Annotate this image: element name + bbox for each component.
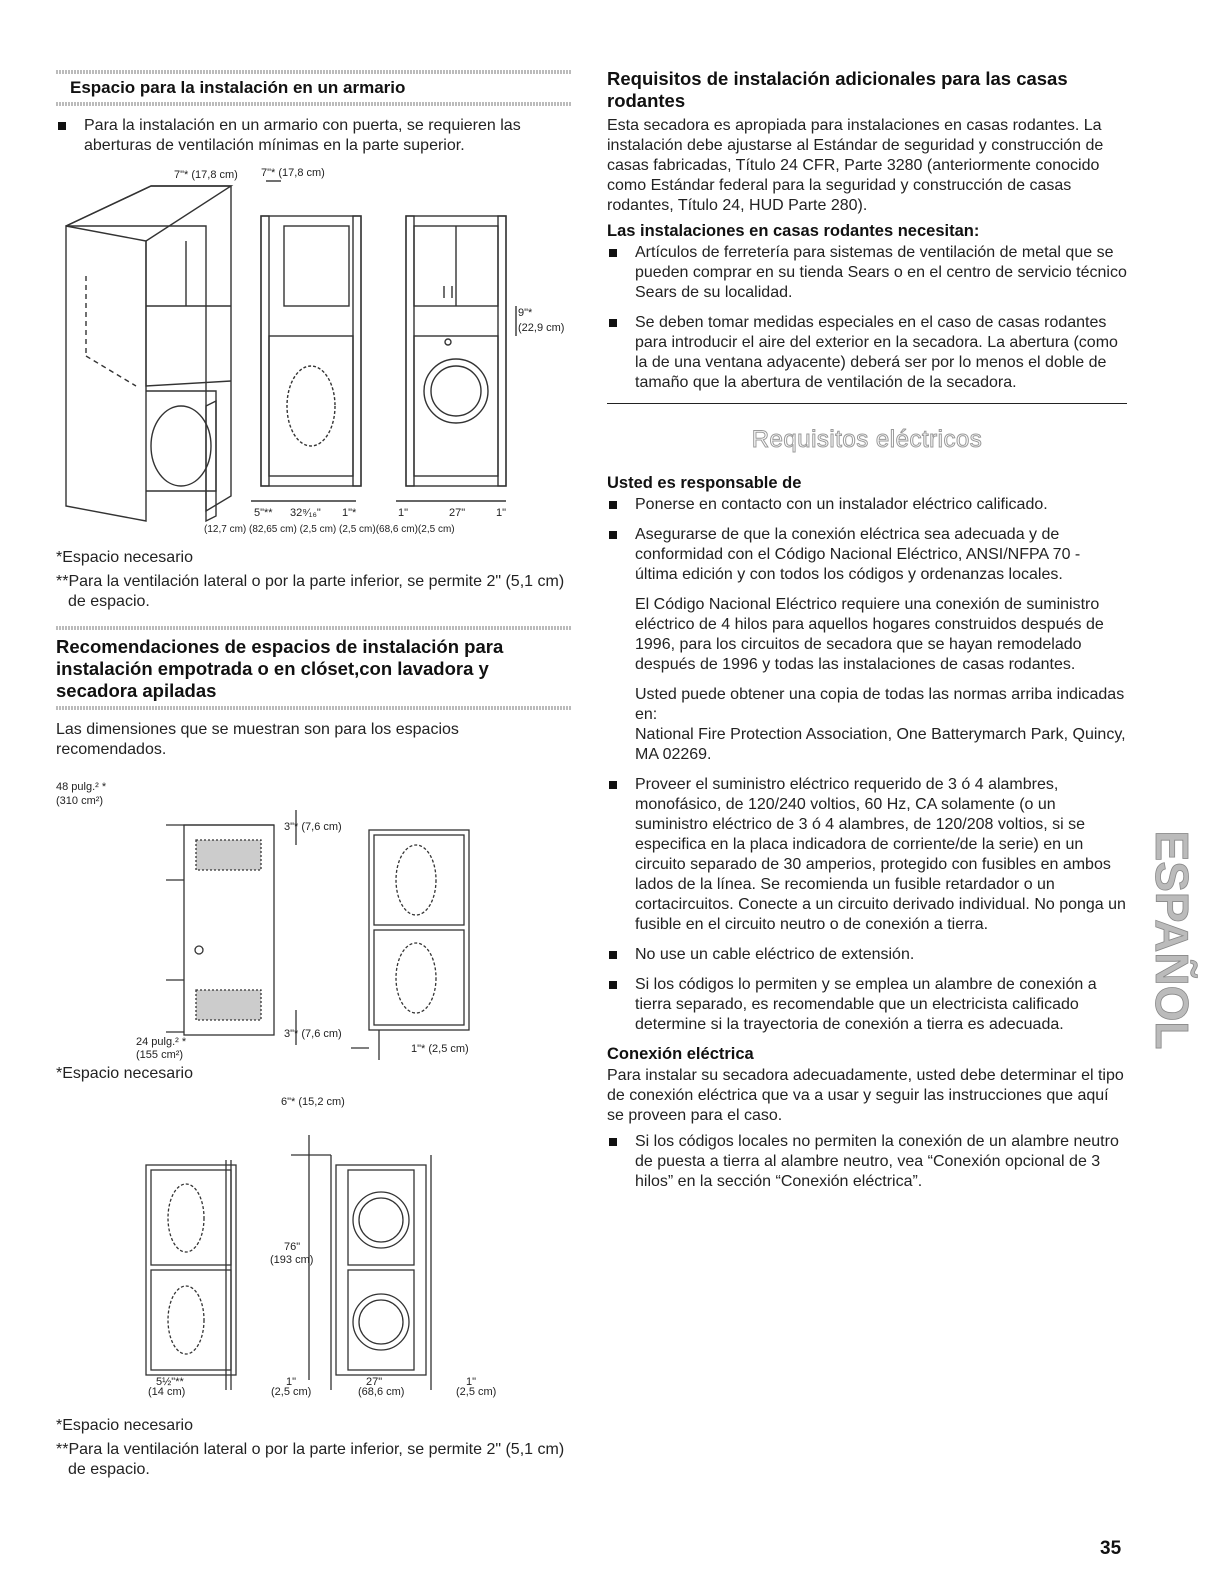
fig2-side-gap: 1"* (2,5 cm) — [411, 1043, 469, 1055]
fig3-height: 76" — [284, 1241, 301, 1253]
responsible-bullet: Asegurarse de que la conexión eléctrica sea adecuada y de conformidad con el Código Nacional Eléctrico, ANSI/NFPA 70 - última edición y con todos los códigos y ordenanzas locales. — [607, 525, 1127, 585]
responsible-bullet: No use un cable eléctrico de extensión. — [607, 945, 1127, 965]
nec-paragraph: El Código Nacional Eléctrico requiere una conexión de suministro eléctrico de 4 hilos para aquellos hogares construidos después de 1996, para los circuitos de secadora que se hayan remodelado después de 1996 y todas las instalaciones de casas rodantes. — [635, 596, 1104, 673]
closet-installation-diagram — [56, 166, 572, 546]
stacked-closet-diagram — [56, 770, 572, 1060]
closet-bullet: Para la instalación en un armario con puerta, se requieren las aberturas de ventilación mínimas en la parte superior. — [56, 116, 572, 156]
stacked-intro: Las dimensiones que se muestran son para los espacios recomendados. — [56, 721, 459, 758]
closet-section-title: Espacio para la instalación en un armario — [70, 78, 406, 97]
mobile-home-title: Requisitos de instalación adicionales para las casas rodantes — [607, 68, 1068, 111]
fig2-bottom-gap: 3"* (7,6 cm) — [284, 1028, 342, 1040]
espanol-side-tab — [1128, 820, 1198, 1060]
fig3-height-cm: (193 cm) — [270, 1254, 314, 1266]
fig3-dim-2: 1" — [286, 1376, 297, 1388]
fig1-bottom-dim: 27" — [449, 507, 466, 519]
fig1-bottom-dim: 5"** — [254, 507, 273, 519]
left-column — [56, 70, 572, 1480]
electrical-banner: Requisitos eléctricos — [751, 426, 983, 453]
electrical-connection-bullet: Si los códigos locales no permiten la conexión de un alambre neutro de puesta a tierra al alambre neutro, vea “Conexión opcional de 3 hilos” en la sección “Conexión eléctrica”. — [607, 1132, 1127, 1192]
fig3-dim-3-cm: (68,6 cm) — [358, 1386, 405, 1398]
section-rule — [56, 70, 572, 74]
espanol-text: ESPAÑOL — [1146, 830, 1198, 1050]
fig2-top-gap: 3"* (7,6 cm) — [284, 821, 342, 833]
electrical-connection-text: Para instalar su secadora adecuadamente, usted debe determinar el tipo de conexión eléctrica que va a usar y seguir las instrucciones que aquí se proveen para el caso. — [607, 1067, 1124, 1124]
copy-paragraph-line2: National Fire Protection Association, One Batterymarch Park, Quincy, MA 02269. — [635, 726, 1126, 763]
mobile-home-subtitle: Las instalaciones en casas rodantes necesitan: — [607, 222, 980, 240]
electrical-connection-title: Conexión eléctrica — [607, 1045, 754, 1063]
stacked-alcove-diagram — [56, 1090, 572, 1390]
fig1-top-dim-1: 7"* (17,8 cm) — [174, 169, 238, 181]
section-rule — [56, 706, 572, 710]
fig3-cm-row — [56, 1386, 572, 1404]
responsible-bullet: Proveer el suministro eléctrico requerido de 3 ó 4 alambres, monofásico, de 120/240 voltios, 60 Hz, CA solamente (o un suministro eléctrico de 3 ó 4 alambres, de 120/208 voltios, si se especifica en la placa indicadora de corriente/de la serie) en un circuito separado de 30 amperios, protegido con fusibles en ambos lados de la línea. Se recomienda un fusible retardador o un cortacircuitos. Conecte a un circuito derivado individual. No ponga un fusible en el circuito neutro o de conexión a tierra. — [607, 775, 1127, 935]
mobile-home-bullet: Artículos de ferretería para sistemas de ventilación de metal que se pueden comprar en su tienda Sears o en el centro de servicio técnico Sears de su localidad. — [607, 243, 1127, 303]
right-column — [607, 68, 1127, 1202]
responsible-bullet: Si los códigos lo permiten y se emplea un alambre de conexión a tierra separado, es recomendable que un electricista calificado determine si la trayectoria de conexión a tierra es adecuada. — [607, 975, 1127, 1035]
fig3-dim-1: 5½"** — [156, 1376, 184, 1388]
section-rule — [56, 102, 572, 106]
fig1-footnote-1: *Espacio necesario — [56, 549, 193, 566]
fig2-vent-bottom-cm: (155 cm²) — [136, 1049, 184, 1061]
fig1-bottom-dim: 32⁹⁄₁₆" — [290, 507, 321, 519]
stacked-section-title: Recomendaciones de espacios de instalación para instalación empotrada o en clóset,con lavadora y secadora apiladas — [56, 636, 504, 701]
fig3-top-dim: 6"* (15,2 cm) — [281, 1096, 345, 1108]
fig3-dim-2-cm: (2,5 cm) — [271, 1386, 312, 1398]
fig3-dim-1-cm: (14 cm) — [148, 1386, 186, 1398]
fig2-vent-top: 48 pulg.² * — [56, 781, 107, 793]
fig1-bottom-dim: 1" — [398, 507, 409, 519]
section-divider — [607, 403, 1127, 404]
copy-paragraph-line1: Usted puede obtener una copia de todas las normas arriba indicadas en: — [635, 686, 1125, 723]
responsible-bullet: Ponerse en contacto con un instalador eléctrico calificado. — [607, 495, 1127, 515]
fig1-top-dim-2: 7"* (17,8 cm) — [261, 167, 325, 179]
fig2-vent-top-cm: (310 cm²) — [56, 795, 104, 807]
copy-paragraph — [607, 685, 1127, 765]
responsible-title: Usted es responsable de — [607, 474, 802, 492]
fig1-bottom-dim: 1" — [496, 507, 507, 519]
fig1-side-dim-cm: (22,9 cm) — [518, 322, 565, 334]
fig1-bottom-dim-cm: (12,7 cm) (82,65 cm) (2,5 cm) (2,5 cm)(68,6 cm)(2,5 cm) — [204, 524, 455, 535]
fig3-dim-3: 27" — [366, 1376, 383, 1388]
fig1-side-dim: 9"* — [518, 307, 533, 319]
fig3-dim-4: 1" — [466, 1376, 477, 1388]
page-number: 35 — [1100, 1538, 1122, 1559]
fig3-dim-4-cm: (2,5 cm) — [456, 1386, 497, 1398]
section-rule — [56, 626, 572, 630]
mobile-home-text: Esta secadora es apropiada para instalaciones en casas rodantes. La instalación debe ajustarse al Estándar de seguridad y construcción de casas fabricadas, Título 24 CFR, Parte 3280 (anteriormente conocido como Estándar federal para la seguridad y construcción de casas rodantes, Título 24, HUD Parte 280). — [607, 117, 1104, 214]
mobile-home-bullet: Se deben tomar medidas especiales en el caso de casas rodantes para introducir el aire del exterior en la secadora. La abertura (como la de una ventana adyacente) deberá ser por lo menos el doble de tamaño que la abertura de ventilación de la secadora. — [607, 313, 1127, 393]
fig2-vent-bottom: 24 pulg.² * — [136, 1036, 187, 1048]
fig1-bottom-dim: 1"* — [342, 507, 357, 519]
fig3-footnote-1: *Espacio necesario — [56, 1417, 193, 1434]
fig1-footnote-2: **Para la ventilación lateral o por la parte inferior, se permite 2" (5,1 cm) de espacio. — [56, 573, 565, 610]
fig3-footnote-2: **Para la ventilación lateral o por la parte inferior, se permite 2" (5,1 cm) de espacio. — [56, 1441, 565, 1478]
fig2-footnote: *Espacio necesario — [56, 1065, 193, 1082]
